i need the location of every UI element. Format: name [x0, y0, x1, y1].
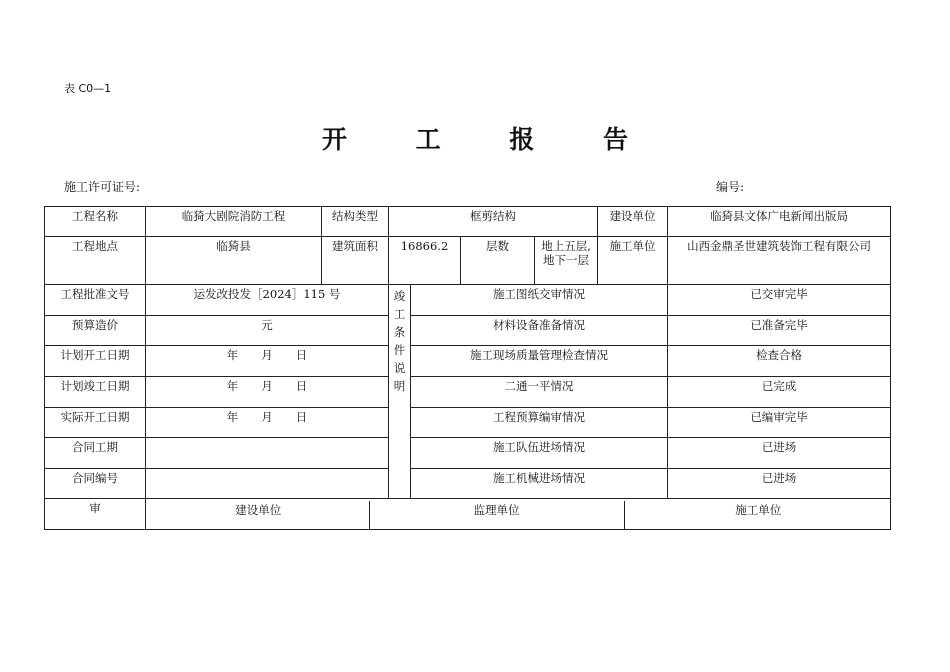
table-row	[45, 469, 891, 499]
contractor-unit-label: 施工单位	[598, 237, 668, 285]
left-row-label: 实际开工日期	[45, 408, 146, 438]
table-row	[45, 438, 891, 469]
condition-status: 已交审完毕	[668, 285, 891, 316]
left-row-value: 运发改投发［2024］115 号	[146, 285, 389, 316]
left-row-value: 年 月 日	[146, 377, 389, 408]
condition-status: 检查合格	[668, 346, 891, 377]
left-row-label: 工程批准文号	[45, 285, 146, 316]
left-row-value: 年 月 日	[146, 408, 389, 438]
vertical-char: 条	[393, 325, 406, 339]
table-row	[45, 237, 891, 285]
vertical-char: 明	[393, 379, 406, 393]
floors-below: 地下一层	[543, 253, 590, 267]
vertical-char: 说	[393, 361, 406, 375]
condition-item: 工程预算编审情况	[411, 408, 668, 438]
contractor-unit-value: 山西金鼎圣世建筑装饰工程有限公司	[668, 237, 891, 285]
table-row	[45, 499, 891, 530]
structure-type-value: 框剪结构	[389, 207, 598, 237]
condition-status: 已编审完毕	[668, 408, 891, 438]
condition-status: 已完成	[668, 377, 891, 408]
condition-item: 材料设备准备情况	[411, 316, 668, 346]
left-row-label: 计划开工日期	[45, 346, 146, 377]
condition-item: 施工现场质量管理检查情况	[411, 346, 668, 377]
table-row	[45, 377, 891, 408]
condition-item: 二通一平情况	[411, 377, 668, 408]
owner-unit-value: 临猗县文体广电新闻出版局	[668, 207, 891, 237]
serial-number-label: 编号:	[716, 180, 745, 194]
permit-number-label: 施工许可证号:	[64, 180, 141, 194]
vertical-char: 件	[393, 343, 406, 357]
left-row-label: 计划竣工日期	[45, 377, 146, 408]
table-row	[45, 207, 891, 237]
table-row	[45, 408, 891, 438]
approval-label: 审	[45, 499, 146, 530]
left-row-label: 合同工期	[45, 438, 146, 469]
structure-type-label: 结构类型	[322, 207, 389, 237]
owner-unit-label: 建设单位	[598, 207, 668, 237]
approval-table	[148, 501, 891, 529]
condition-status: 已进场	[668, 438, 891, 469]
vertical-char: 竣	[393, 289, 406, 303]
page-title: 开 工 报 告	[321, 125, 659, 154]
floors-above: 地上五层,	[541, 239, 591, 253]
approval-units	[146, 499, 891, 530]
project-location-label: 工程地点	[45, 237, 146, 285]
start-report-table	[44, 206, 891, 530]
condition-item: 施工队伍进场情况	[411, 438, 668, 469]
left-row-value: 年 月 日	[146, 346, 389, 377]
form-code: 表 C0—1	[64, 82, 112, 95]
left-row-label: 合同编号	[45, 469, 146, 499]
approval-supervisor-unit: 监理单位	[369, 501, 624, 529]
condition-item: 施工机械进场情况	[411, 469, 668, 499]
table-row	[45, 316, 891, 346]
project-location-value: 临猗县	[146, 237, 322, 285]
left-row-value: 元	[146, 316, 389, 346]
project-name-label: 工程名称	[45, 207, 146, 237]
floors-value	[535, 237, 598, 285]
completion-conditions-label	[389, 285, 411, 499]
vertical-char: 工	[393, 307, 406, 321]
condition-status: 已进场	[668, 469, 891, 499]
table-row	[45, 285, 891, 316]
floors-label: 层数	[461, 237, 535, 285]
left-row-value	[146, 469, 389, 499]
approval-contractor-unit: 施工单位	[624, 501, 891, 529]
condition-status: 已准备完毕	[668, 316, 891, 346]
left-row-label: 预算造价	[45, 316, 146, 346]
table-row	[45, 346, 891, 377]
condition-item: 施工图纸交审情况	[411, 285, 668, 316]
building-area-value: 16866.2	[389, 237, 461, 285]
project-name-value: 临猗大剧院消防工程	[146, 207, 322, 237]
building-area-label: 建筑面积	[322, 237, 389, 285]
left-row-value	[146, 438, 389, 469]
approval-owner-unit: 建设单位	[235, 503, 282, 517]
